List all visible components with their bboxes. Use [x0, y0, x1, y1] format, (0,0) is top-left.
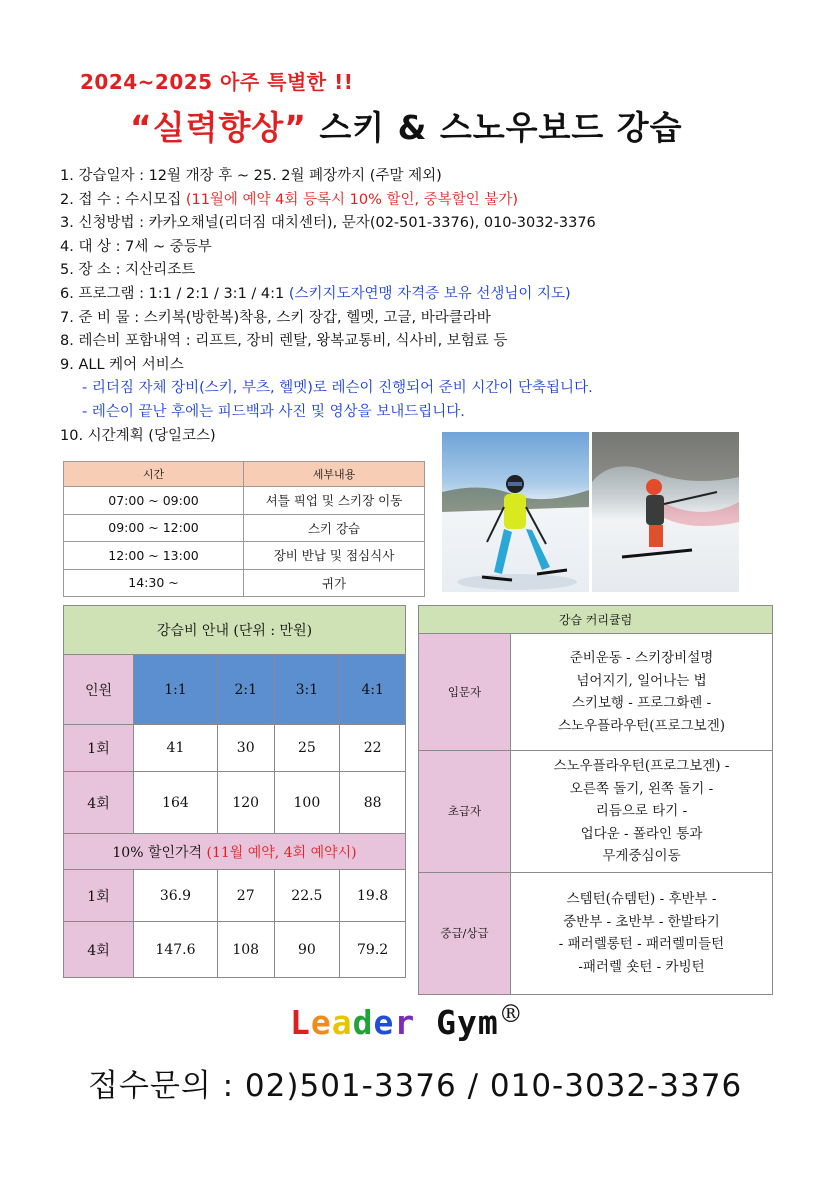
curriculum-level: 입문자: [419, 634, 511, 751]
info-care-feedback: - 레슨이 끝난 후에는 피드백과 사진 및 영상을 보내드립니다.: [82, 403, 465, 420]
schedule-time: 12:00 ~ 13:00: [64, 542, 244, 570]
fee-value: 108: [217, 922, 274, 978]
info-program-note: (스키지도자연맹 자격증 보유 선생님이 지도): [288, 285, 571, 302]
page-title: [130, 102, 683, 149]
curriculum-line: 스템턴(슈템턴) - 후반부 -: [566, 891, 717, 907]
fee-value: 27: [217, 870, 274, 922]
schedule-table: [63, 461, 425, 597]
table-row: [64, 569, 425, 597]
info-registration-note: (11월에 예약 4회 등록시 10% 할인, 중복할인 불가): [185, 191, 519, 208]
info-location: 5. 장 소 : 지산리조트: [60, 262, 196, 279]
ski-photo-1: [442, 432, 589, 592]
fee-value: 36.9: [134, 870, 218, 922]
fee-value: 22.5: [274, 870, 340, 922]
curriculum-line: 중반부 - 초반부 - 한발타기: [563, 913, 720, 930]
logo-letter: a: [331, 1003, 353, 1042]
fee-value: 88: [340, 772, 406, 834]
fee-col-4to1: 4:1: [340, 655, 406, 725]
info-program: [60, 283, 800, 307]
table-row: [419, 634, 773, 751]
info-registration-label: 2. 접 수 : 수시모집: [60, 191, 186, 208]
leader-gym-logo: [290, 1000, 524, 1042]
table-row: [64, 655, 406, 725]
info-included: 8. 레슨비 포함내역 : 리프트, 장비 렌탈, 왕복교통비, 식사비, 보험료 등: [60, 333, 508, 350]
fee-value: 100: [274, 772, 340, 834]
fee-col-3to1: 3:1: [274, 655, 340, 725]
curriculum-line: 오른쪽 돌기, 왼쪽 돌기 -: [569, 780, 714, 797]
fee-row-label: 1회: [64, 870, 134, 922]
curriculum-line: - 패러렐롱턴 - 패러렐미들턴: [558, 936, 725, 952]
ski-photo-2: [592, 432, 739, 592]
curriculum-line: 업다운 - 폴라인 통과: [580, 825, 703, 842]
schedule-detail: 귀가: [244, 569, 425, 597]
fee-value: 147.6: [134, 922, 218, 978]
ski-photos: [442, 432, 739, 592]
fee-row-label: 4회: [64, 772, 134, 834]
fee-table: [63, 605, 406, 978]
logo-letter: e: [373, 1003, 395, 1042]
info-timeplan: 10. 시간계획 (당일코스): [60, 427, 216, 444]
headline: 2024~2025 아주 특별한 !!: [80, 70, 354, 94]
logo-letter: G: [436, 1003, 457, 1042]
curriculum-content: [511, 872, 773, 994]
schedule-time: 14:30 ~: [64, 569, 244, 597]
schedule-time: 09:00 ~ 12:00: [64, 514, 244, 542]
curriculum-level: 초급자: [419, 751, 511, 873]
info-apply: 3. 신청방법 : 카카오채널(리더짐 대치센터), 문자(02-501-3376), 010-3032-3376: [60, 215, 596, 232]
curriculum-line: 스노우플라우턴(프로그보겐): [557, 717, 726, 734]
table-row: [419, 872, 773, 994]
info-care-equipment: - 리더짐 자체 장비(스키, 부츠, 헬멧)로 레슨이 진행되어 준비 시간이 단축됩니다.: [82, 380, 593, 397]
curriculum-level: 중급/상급: [419, 872, 511, 994]
table-row: [64, 542, 425, 570]
curriculum-line: 스키보행 - 프로그화렌 -: [571, 695, 712, 711]
fee-value: 120: [217, 772, 274, 834]
logo-letter: e: [310, 1003, 332, 1042]
curriculum-content: [511, 751, 773, 873]
logo-letter: r: [394, 1003, 416, 1042]
schedule-detail: 스키 강습: [244, 514, 425, 542]
schedule-detail: 셔틀 픽업 및 스키장 이동: [244, 487, 425, 515]
table-row: [64, 870, 406, 922]
curriculum-line: 넘어지기, 일어나는 법: [576, 672, 707, 689]
info-schedule: 1. 강습일자 : 12월 개장 후 ~ 25. 2월 폐장까지 (주말 제외): [60, 168, 442, 184]
curriculum-line: -패러렐 숏턴 - 카빙턴: [578, 958, 705, 975]
curriculum-line: 리듬으로 타기 -: [595, 803, 688, 819]
fee-col-label: 인원: [64, 655, 134, 725]
fee-value: 30: [217, 725, 274, 772]
table-row: [64, 772, 406, 834]
fee-col-2to1: 2:1: [217, 655, 274, 725]
curriculum-title: 강습 커리큘럼: [419, 606, 773, 634]
table-row: [64, 487, 425, 515]
logo-letter: y: [457, 1003, 478, 1042]
registered-mark: ®: [498, 1000, 524, 1028]
title-rest: 스키 & 스노우보드 강습: [306, 108, 683, 147]
table-row: [64, 922, 406, 978]
fee-discount-title: [64, 834, 406, 870]
info-list: [60, 165, 800, 448]
logo-letter: d: [352, 1003, 374, 1042]
curriculum-line: 스노우플라우턴(프로그보겐) -: [553, 758, 730, 774]
table-row: [419, 751, 773, 873]
info-registration: [60, 189, 800, 213]
fee-value: 22: [340, 725, 406, 772]
fee-row-label: 4회: [64, 922, 134, 978]
info-supplies: 7. 준 비 물 : 스키복(방한복)착용, 스키 장갑, 헬멧, 고글, 바라클라바: [60, 309, 491, 326]
fee-discount-note: (11월 예약, 4회 예약시): [206, 844, 357, 861]
schedule-detail: 장비 반납 및 점심식사: [244, 542, 425, 570]
fee-value: 25: [274, 725, 340, 772]
fee-value: 79.2: [340, 922, 406, 978]
curriculum-line: 무게중심이동: [602, 848, 681, 864]
schedule-header-detail: 세부내용: [244, 462, 425, 487]
info-target: 4. 대 상 : 7세 ~ 중등부: [60, 238, 212, 255]
title-quoted: “실력향상”: [130, 108, 307, 147]
fee-discount-label: 10% 할인가격: [112, 844, 207, 861]
table-row: [64, 725, 406, 772]
curriculum-line: 준비운동 - 스키장비설명: [569, 650, 714, 666]
logo-letter: m: [477, 1003, 499, 1042]
schedule-time: 07:00 ~ 09:00: [64, 487, 244, 515]
curriculum-content: [511, 634, 773, 751]
fee-value: 19.8: [340, 870, 406, 922]
fee-row-label: 1회: [64, 725, 134, 772]
schedule-header-time: 시간: [64, 462, 244, 487]
fee-value: 164: [134, 772, 218, 834]
logo-letters: [290, 1003, 499, 1042]
info-program-label: 6. 프로그램 : 1:1 / 2:1 / 3:1 / 4:1: [60, 285, 289, 302]
logo-letter: [415, 1003, 436, 1042]
logo-letter: L: [290, 1003, 311, 1042]
fee-col-1to1: 1:1: [134, 655, 218, 725]
table-row: [64, 514, 425, 542]
fee-value: 41: [134, 725, 218, 772]
contact-info: 접수문의 : 02)501-3376 / 010-3032-3376: [88, 1068, 743, 1104]
fee-title: 강습비 안내 (단위 : 만원): [64, 606, 406, 655]
info-care: 9. ALL 케어 서비스: [60, 356, 184, 373]
curriculum-table: [418, 605, 773, 995]
fee-value: 90: [274, 922, 340, 978]
